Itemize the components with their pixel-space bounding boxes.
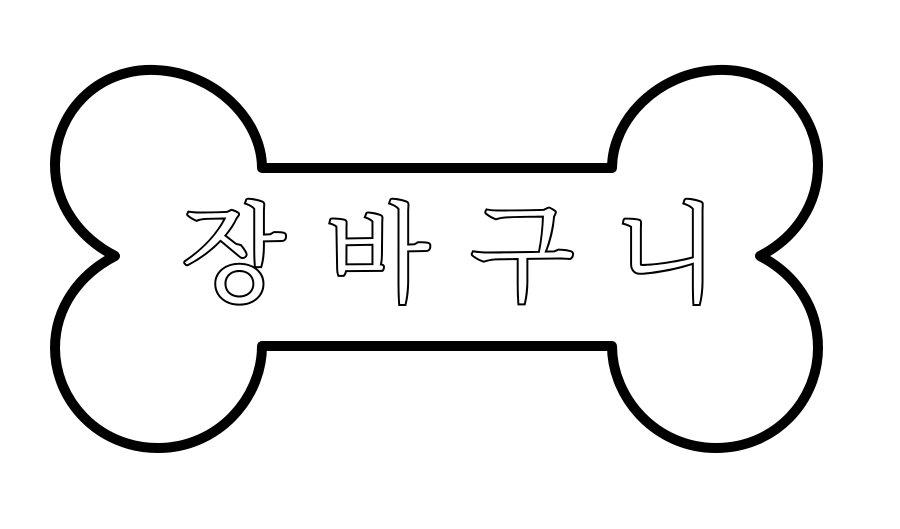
bone-label: [150, 193, 759, 318]
label-text: 장바구니: [181, 193, 759, 318]
